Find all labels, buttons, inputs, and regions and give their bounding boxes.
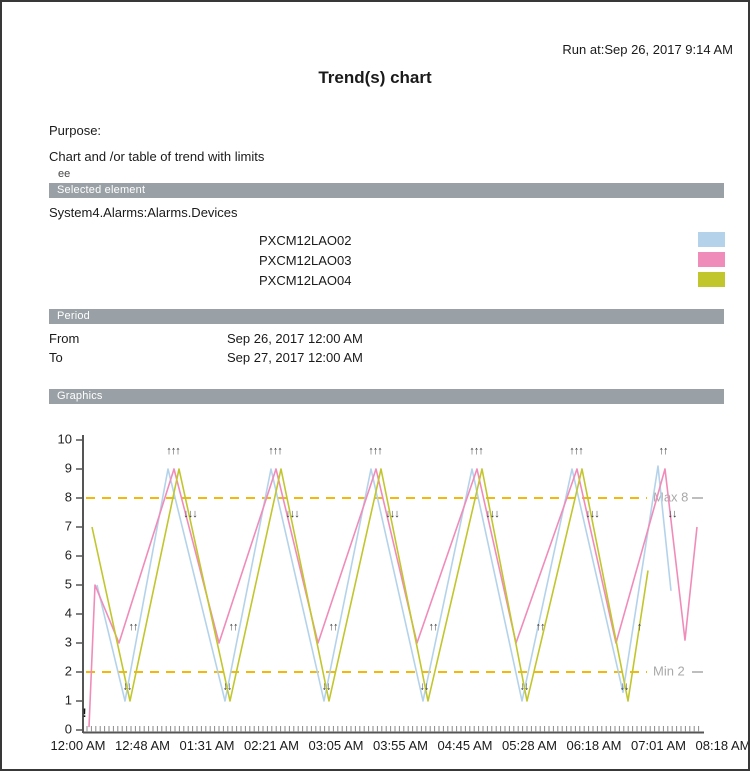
y-tick-label: 6 [64, 547, 72, 563]
legend-item-label: PXCM12LAO02 [259, 233, 352, 248]
alarm-arrow-annotation: ↑↑↑ [166, 444, 180, 457]
alarm-arrow-annotation: ↑↑ [658, 444, 668, 457]
x-tick-label: 01:31 AM [179, 738, 235, 753]
alarm-arrow-annotation: ↓↓↓ [183, 507, 197, 520]
y-tick-label: 2 [64, 663, 72, 679]
report-title: Trend(s) chart [318, 68, 432, 87]
alarm-arrow-annotation: ↑↑ [128, 620, 138, 633]
section-header-period: Period [49, 309, 724, 324]
limit-label: Min 2 [653, 663, 685, 679]
alarm-arrow-annotation: ↓↓ [519, 680, 529, 693]
alarm-arrow-annotation: ↓↓ [419, 680, 429, 693]
y-tick-label: 4 [64, 605, 72, 621]
alarm-arrow-annotation: ↑↑ [535, 620, 545, 633]
alarm-arrow-annotation: ↑ [636, 620, 642, 633]
y-tick-label: 8 [64, 489, 72, 505]
y-tick-label: 7 [64, 518, 72, 534]
x-tick-label: 07:01 AM [631, 738, 686, 753]
alarm-arrow-annotation: ↑↑ [428, 620, 438, 633]
section-header-graphics: Graphics [49, 389, 724, 404]
alarm-arrow-annotation: ↓↓ [667, 507, 677, 520]
trend-chart [2, 427, 750, 771]
x-tick-label: 06:18 AM [566, 738, 622, 753]
period-to-value: Sep 27, 2017 12:00 AM [227, 350, 363, 365]
alarm-arrow-annotation: ↓↓↓ [285, 507, 299, 520]
period-from-label: From [49, 331, 80, 346]
legend-color-swatch [698, 272, 725, 287]
alarm-arrow-annotation: ↓↓↓ [485, 507, 499, 520]
selected-element-path: System4.Alarms:Alarms.Devices [49, 205, 238, 220]
alarm-arrow-annotation: ↑↑↑ [469, 444, 483, 457]
legend-item-label: PXCM12LAO03 [259, 253, 352, 268]
alarm-arrow-annotation: ↑↑ [328, 620, 338, 633]
x-tick-label: 03:05 AM [308, 738, 364, 753]
period-to-label: To [49, 350, 63, 365]
alarm-arrow-annotation: ↓↓↓ [385, 507, 399, 520]
y-tick-label: 10 [57, 431, 72, 447]
y-tick-label: 0 [64, 721, 72, 737]
alarm-arrow-annotation: ↑↑↑ [268, 444, 282, 457]
x-tick-label: 08:18 AM [695, 738, 750, 753]
y-tick-label: 1 [64, 692, 72, 708]
alarm-exclamation-mark: ! [82, 706, 86, 721]
legend-color-swatch [698, 232, 725, 247]
legend-color-swatch [698, 252, 725, 267]
y-tick-label: 9 [64, 460, 72, 476]
section-header-selected-element: Selected element [49, 183, 724, 198]
run-timestamp: Run at:Sep 26, 2017 9:14 AM [562, 42, 733, 57]
x-tick-label: 12:48 AM [115, 738, 170, 753]
alarm-arrow-annotation: ↑↑↑ [368, 444, 382, 457]
alarm-arrow-annotation: ↑↑↑ [569, 444, 583, 457]
alarm-arrow-annotation: ↓↓ [222, 680, 232, 693]
limit-label: Max 8 [653, 489, 689, 505]
purpose-description: Chart and /or table of trend with limits [49, 149, 265, 164]
y-tick-label: 3 [64, 634, 72, 650]
x-tick-label: 02:21 AM [244, 738, 299, 753]
alarm-arrow-annotation: ↑↑ [228, 620, 238, 633]
x-tick-label: 04:45 AM [437, 738, 493, 753]
alarm-arrow-annotation: ↓↓ [122, 680, 132, 693]
alarm-arrow-annotation: ↓↓ [321, 680, 331, 693]
period-from-value: Sep 26, 2017 12:00 AM [227, 331, 363, 346]
x-tick-label: 12:00 AM [50, 738, 106, 753]
purpose-label: Purpose: [49, 123, 102, 138]
x-tick-label: 05:28 AM [502, 738, 557, 753]
x-tick-label: 03:55 AM [373, 738, 428, 753]
alarm-arrow-annotation: ↓↓ [619, 680, 629, 693]
legend-item-label: PXCM12LAO04 [259, 273, 352, 288]
y-tick-label: 5 [64, 576, 72, 592]
purpose-note: ee [58, 168, 71, 180]
alarm-arrow-annotation: ↓↓↓ [585, 507, 599, 520]
